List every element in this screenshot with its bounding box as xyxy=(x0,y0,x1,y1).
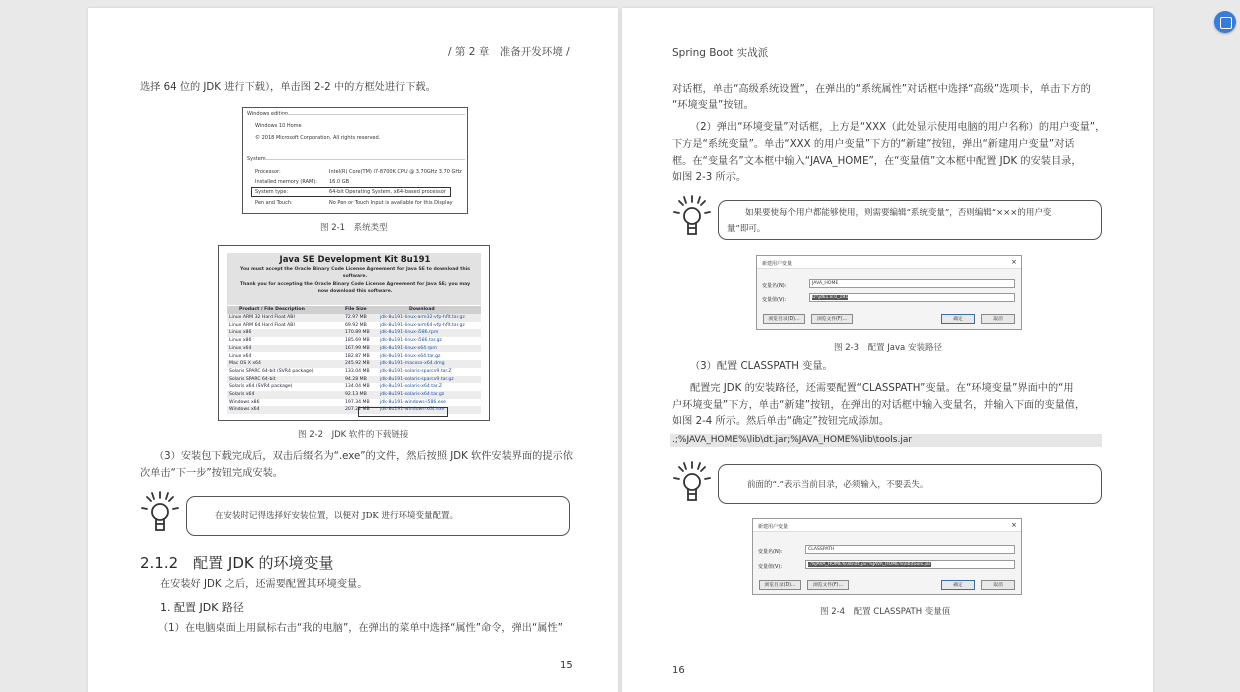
fig-value: 64-bit Operating System, x64-based processor xyxy=(329,189,446,195)
fig-value: Intel(R) Core(TM) i7-8700K CPU @ 3.70GHz 3.70 GHz xyxy=(329,169,462,175)
new-user-variable-dialog xyxy=(756,255,1022,330)
fig-value: 16.0 GB xyxy=(329,179,350,185)
table-row xyxy=(227,345,481,353)
table-cell: 197.34 MB xyxy=(345,399,370,405)
fig-section-label: Windows edition xyxy=(247,111,289,117)
table-notice: You must accept the Oracle Binary Code License Agreement for Java SE to download this xyxy=(240,267,470,272)
table-row xyxy=(227,383,481,391)
table-cell: Linux x64 xyxy=(229,345,252,351)
paragraph-text: 如图 2-3 所示。 xyxy=(672,172,747,183)
table-row xyxy=(227,353,481,361)
paragraph-text: 户环境变量”下方，单击“新建”按钮，在弹出的对话框中输入变量名，并输入下面的变量值， xyxy=(672,400,1086,411)
fig-text: Windows 10 Home xyxy=(255,123,302,129)
field-label: 变量值(V): xyxy=(758,564,783,570)
variable-value-input[interactable] xyxy=(809,293,1015,302)
lightbulb-icon xyxy=(672,194,712,240)
selected-text: D:\jdk1.8.0_191 xyxy=(812,295,849,300)
fig-value: No Pen or Touch Input is available for this Display xyxy=(329,200,453,206)
dialog-title: 新建用户变量 xyxy=(758,524,789,530)
table-title: Java SE Development Kit 8u191 xyxy=(279,255,431,265)
field-label: 变量值(V): xyxy=(762,297,787,303)
table-header-row xyxy=(227,306,481,314)
page-number: 16 xyxy=(672,665,685,676)
table-row xyxy=(227,360,481,368)
download-link[interactable]: jdk-8u191-linux-arm64-vfp-hflt.tar.gz xyxy=(380,322,465,328)
section-title: 2.1.2 配置 JDK 的环境变量 xyxy=(140,554,334,572)
table-cell: 92.13 MB xyxy=(345,392,367,397)
variable-name-input[interactable]: JAVA_HOME xyxy=(809,279,1015,288)
fig-label: Processor: xyxy=(255,169,281,175)
ok-button[interactable]: 确定 xyxy=(941,314,975,324)
tip-box xyxy=(718,200,1102,240)
table-cell: Windows x86 xyxy=(229,399,260,405)
column-header: File Size xyxy=(345,307,367,312)
download-link[interactable]: jdk-8u191-windows-i586.exe xyxy=(380,399,446,405)
table-row xyxy=(227,314,481,322)
table-row xyxy=(227,337,481,345)
paragraph-text: （1）在电脑桌面上用鼠标右击“我的电脑”，在弹出的菜单中选择“属性”命令，弹出“属性” xyxy=(158,623,563,634)
table-notice: software. xyxy=(342,274,368,279)
table-notice: Thank you for accepting the Oracle Binary Code License Agreement for Java SE; you may xyxy=(239,282,471,287)
table-notice: now download this software. xyxy=(317,289,393,294)
code-block: .;%JAVA_HOME%\lib\dt.jar;%JAVA_HOME%\lib\tools.jar xyxy=(670,434,1102,447)
fig-label: Pen and Touch: xyxy=(255,200,293,206)
field-label: 变量名(N): xyxy=(762,283,787,289)
paragraph-text: 如图 2-4 所示。然后单击“确定”按钮完成添加。 xyxy=(672,416,890,427)
table-cell: Solaris x64 (SVR4 package) xyxy=(229,384,293,390)
table-cell: Solaris x64 xyxy=(229,392,255,397)
download-link[interactable]: jdk-8u191-solaris-x64.tar.Z xyxy=(380,384,442,390)
table-cell: Linux ARM 32 Hard Float ABI xyxy=(229,315,295,320)
column-header: Product / File Description xyxy=(239,307,305,312)
table-cell: 133.04 MB xyxy=(345,368,370,374)
table-cell: 94.28 MB xyxy=(345,376,367,382)
cancel-button[interactable]: 取消 xyxy=(981,314,1015,324)
download-link[interactable]: jdk-8u191-linux-i586.rpm xyxy=(380,330,439,336)
download-link[interactable]: jdk-8u191-linux-i586.tar.gz xyxy=(380,338,442,344)
download-link[interactable]: jdk-8u191-windows-x64.exe xyxy=(380,407,445,413)
figure-caption: 图 2-1 系统类型 xyxy=(320,223,388,233)
cancel-button[interactable]: 取消 xyxy=(981,580,1015,590)
variable-name-input[interactable]: CLASSPATH xyxy=(805,545,1015,554)
table-cell: Solaris SPARC 64-bit (SVR4 package) xyxy=(229,368,314,374)
download-link[interactable]: jdk-8u191-linux-arm32-vfp-hflt.tar.gz xyxy=(380,315,465,320)
table-cell: 134.04 MB xyxy=(345,384,370,390)
table-cell: 207.22 MB xyxy=(345,407,370,413)
chapter-header: / 第 2 章 准备开发环境 / xyxy=(448,46,570,58)
download-link[interactable]: jdk-8u191-macosx-x64.dmg xyxy=(380,361,445,367)
dialog-titlebar xyxy=(753,519,1021,532)
paragraph-text: 次单击“下一步”按钮完成安装。 xyxy=(140,468,283,479)
table-row xyxy=(227,376,481,384)
new-user-variable-dialog xyxy=(752,518,1022,595)
figure-caption: 图 2-4 配置 CLASSPATH 变量值 xyxy=(820,607,951,617)
download-link[interactable]: jdk-8u191-solaris-sparcv9.tar.Z xyxy=(380,368,452,374)
table-cell: Solaris SPARC 64-bit xyxy=(229,376,276,382)
table-cell: 182.87 MB xyxy=(345,353,370,359)
paragraph-text: （3）安装包下载完成后，双击后缀名为“.exe”的文件，然后按照 JDK 软件安装界面的提示依 xyxy=(154,451,573,462)
divider xyxy=(281,114,465,115)
paragraph-text: 对话框，单击“高级系统设置”，在弹出的“系统属性”对话框中选择“高级”选项卡，单击下方的 xyxy=(672,84,1091,95)
tip-box xyxy=(718,464,1102,504)
table-cell: Linux x86 xyxy=(229,330,252,336)
book-header: Spring Boot 实战派 xyxy=(672,47,769,59)
paragraph-text: 选择 64 位的 JDK 进行下载），单击图 2-2 中的方框处进行下载。 xyxy=(140,82,436,93)
table-cell: 72.97 MB xyxy=(345,315,367,320)
right-page xyxy=(622,8,1153,692)
tip-text: 在安装时记得选择好安装位置，以便对 JDK 进行环境变量配置。 xyxy=(215,511,458,521)
column-header: Download xyxy=(409,307,435,312)
left-page xyxy=(88,8,618,692)
table-cell: 170.89 MB xyxy=(345,330,370,336)
browse-directory-button[interactable]: 浏览目录(D)... xyxy=(759,580,801,590)
figure-caption: 图 2-2 JDK 软件的下载链接 xyxy=(298,430,409,440)
table-cell: Linux ARM 64 Hard Float ABI xyxy=(229,322,295,328)
variable-value-input[interactable] xyxy=(805,560,1015,569)
download-link[interactable]: jdk-8u191-linux-x64.tar.gz xyxy=(380,353,441,359)
tip-text: 量”即可。 xyxy=(727,224,766,234)
lightbulb-icon xyxy=(672,460,712,506)
table-row xyxy=(227,368,481,376)
figure-jdk-download xyxy=(218,245,490,421)
divider xyxy=(265,159,465,160)
close-icon[interactable]: × xyxy=(1011,258,1017,266)
dialog-title: 新建用户变量 xyxy=(762,261,793,267)
tip-box xyxy=(186,496,570,536)
table-cell: Mac OS X x64 xyxy=(229,361,261,367)
close-icon[interactable]: × xyxy=(1011,521,1017,529)
table-cell: Linux x64 xyxy=(229,353,252,359)
table-cell: 185.69 MB xyxy=(345,338,370,344)
paragraph-text: “环境变量”按钮。 xyxy=(672,100,754,111)
figure-caption: 图 2-3 配置 Java 安装路径 xyxy=(834,343,942,353)
tip-text: 如果要使每个用户都能够使用，则需要编辑“系统变量”，否则编辑“×××的用户变 xyxy=(745,208,1052,218)
table-row xyxy=(227,329,481,337)
field-label: 变量名(N): xyxy=(758,549,783,555)
tip-text: 前面的“.”表示当前目录，必须输入，不要丢失。 xyxy=(747,480,929,490)
fig-text: © 2018 Microsoft Corporation. All rights reserved. xyxy=(255,135,381,141)
download-link[interactable]: jdk-8u191-solaris-x64.tar.gz xyxy=(380,392,445,397)
fig-label: Installed memory (RAM): xyxy=(255,179,317,185)
download-link[interactable]: jdk-8u191-solaris-sparcv9.tar.gz xyxy=(380,376,454,382)
selected-text: .;%JAVA_HOME%\lib\dt.jar;%JAVA_HOME%\lib\tools.jar xyxy=(808,562,931,567)
fig-section-label: System xyxy=(247,156,266,162)
paragraph-text: 下方是“系统变量”。单击“XXX 的用户变量”下方的“新建”按钮，弹出“新建用户变量”对话 xyxy=(672,139,1075,150)
download-link[interactable]: jdk-8u191-linux-x64.rpm xyxy=(380,345,437,351)
figure-system-type xyxy=(242,107,468,214)
page-number: 15 xyxy=(560,660,573,671)
fig-label: System type: xyxy=(255,189,289,195)
table-cell: Linux x86 xyxy=(229,338,252,344)
paragraph-text: 在安装好 JDK 之后，还需要配置其环境变量。 xyxy=(160,579,368,590)
browse-file-button[interactable]: 浏览文件(F)... xyxy=(811,314,853,324)
ok-button[interactable]: 确定 xyxy=(941,580,975,590)
paragraph-text: 框。在“变量名”文本框中输入“JAVA_HOME”，在“变量值”文本框中配置 JDK 的安装目录， xyxy=(672,156,1082,167)
subsection-title: 1. 配置 JDK 路径 xyxy=(160,601,244,614)
browse-directory-button[interactable]: 浏览目录(D)... xyxy=(763,314,805,324)
highlight-box xyxy=(358,407,448,417)
table-cell: Windows x64 xyxy=(229,407,260,413)
paragraph-text: （3）配置 CLASSPATH 变量。 xyxy=(690,361,833,372)
browse-file-button[interactable]: 浏览文件(F)... xyxy=(807,580,849,590)
paragraph-text: （2）弹出“环境变量”对话框，上方是“XXX（此处显示使用电脑的用户名称）的用户变量”， xyxy=(690,122,1106,133)
table-row xyxy=(227,322,481,330)
table-cell: 167.99 MB xyxy=(345,345,370,351)
table-row xyxy=(227,399,481,407)
table-cell: 245.92 MB xyxy=(345,361,370,367)
table-cell: 69.92 MB xyxy=(345,322,367,328)
dialog-titlebar xyxy=(757,256,1021,269)
lightbulb-icon xyxy=(140,490,180,536)
table-row xyxy=(227,391,481,399)
paragraph-text: 配置完 JDK 的安装路径，还需要配置“CLASSPATH”变量。在“环境变量”界面中的“用 xyxy=(690,383,1074,394)
translate-icon[interactable] xyxy=(1214,11,1236,33)
